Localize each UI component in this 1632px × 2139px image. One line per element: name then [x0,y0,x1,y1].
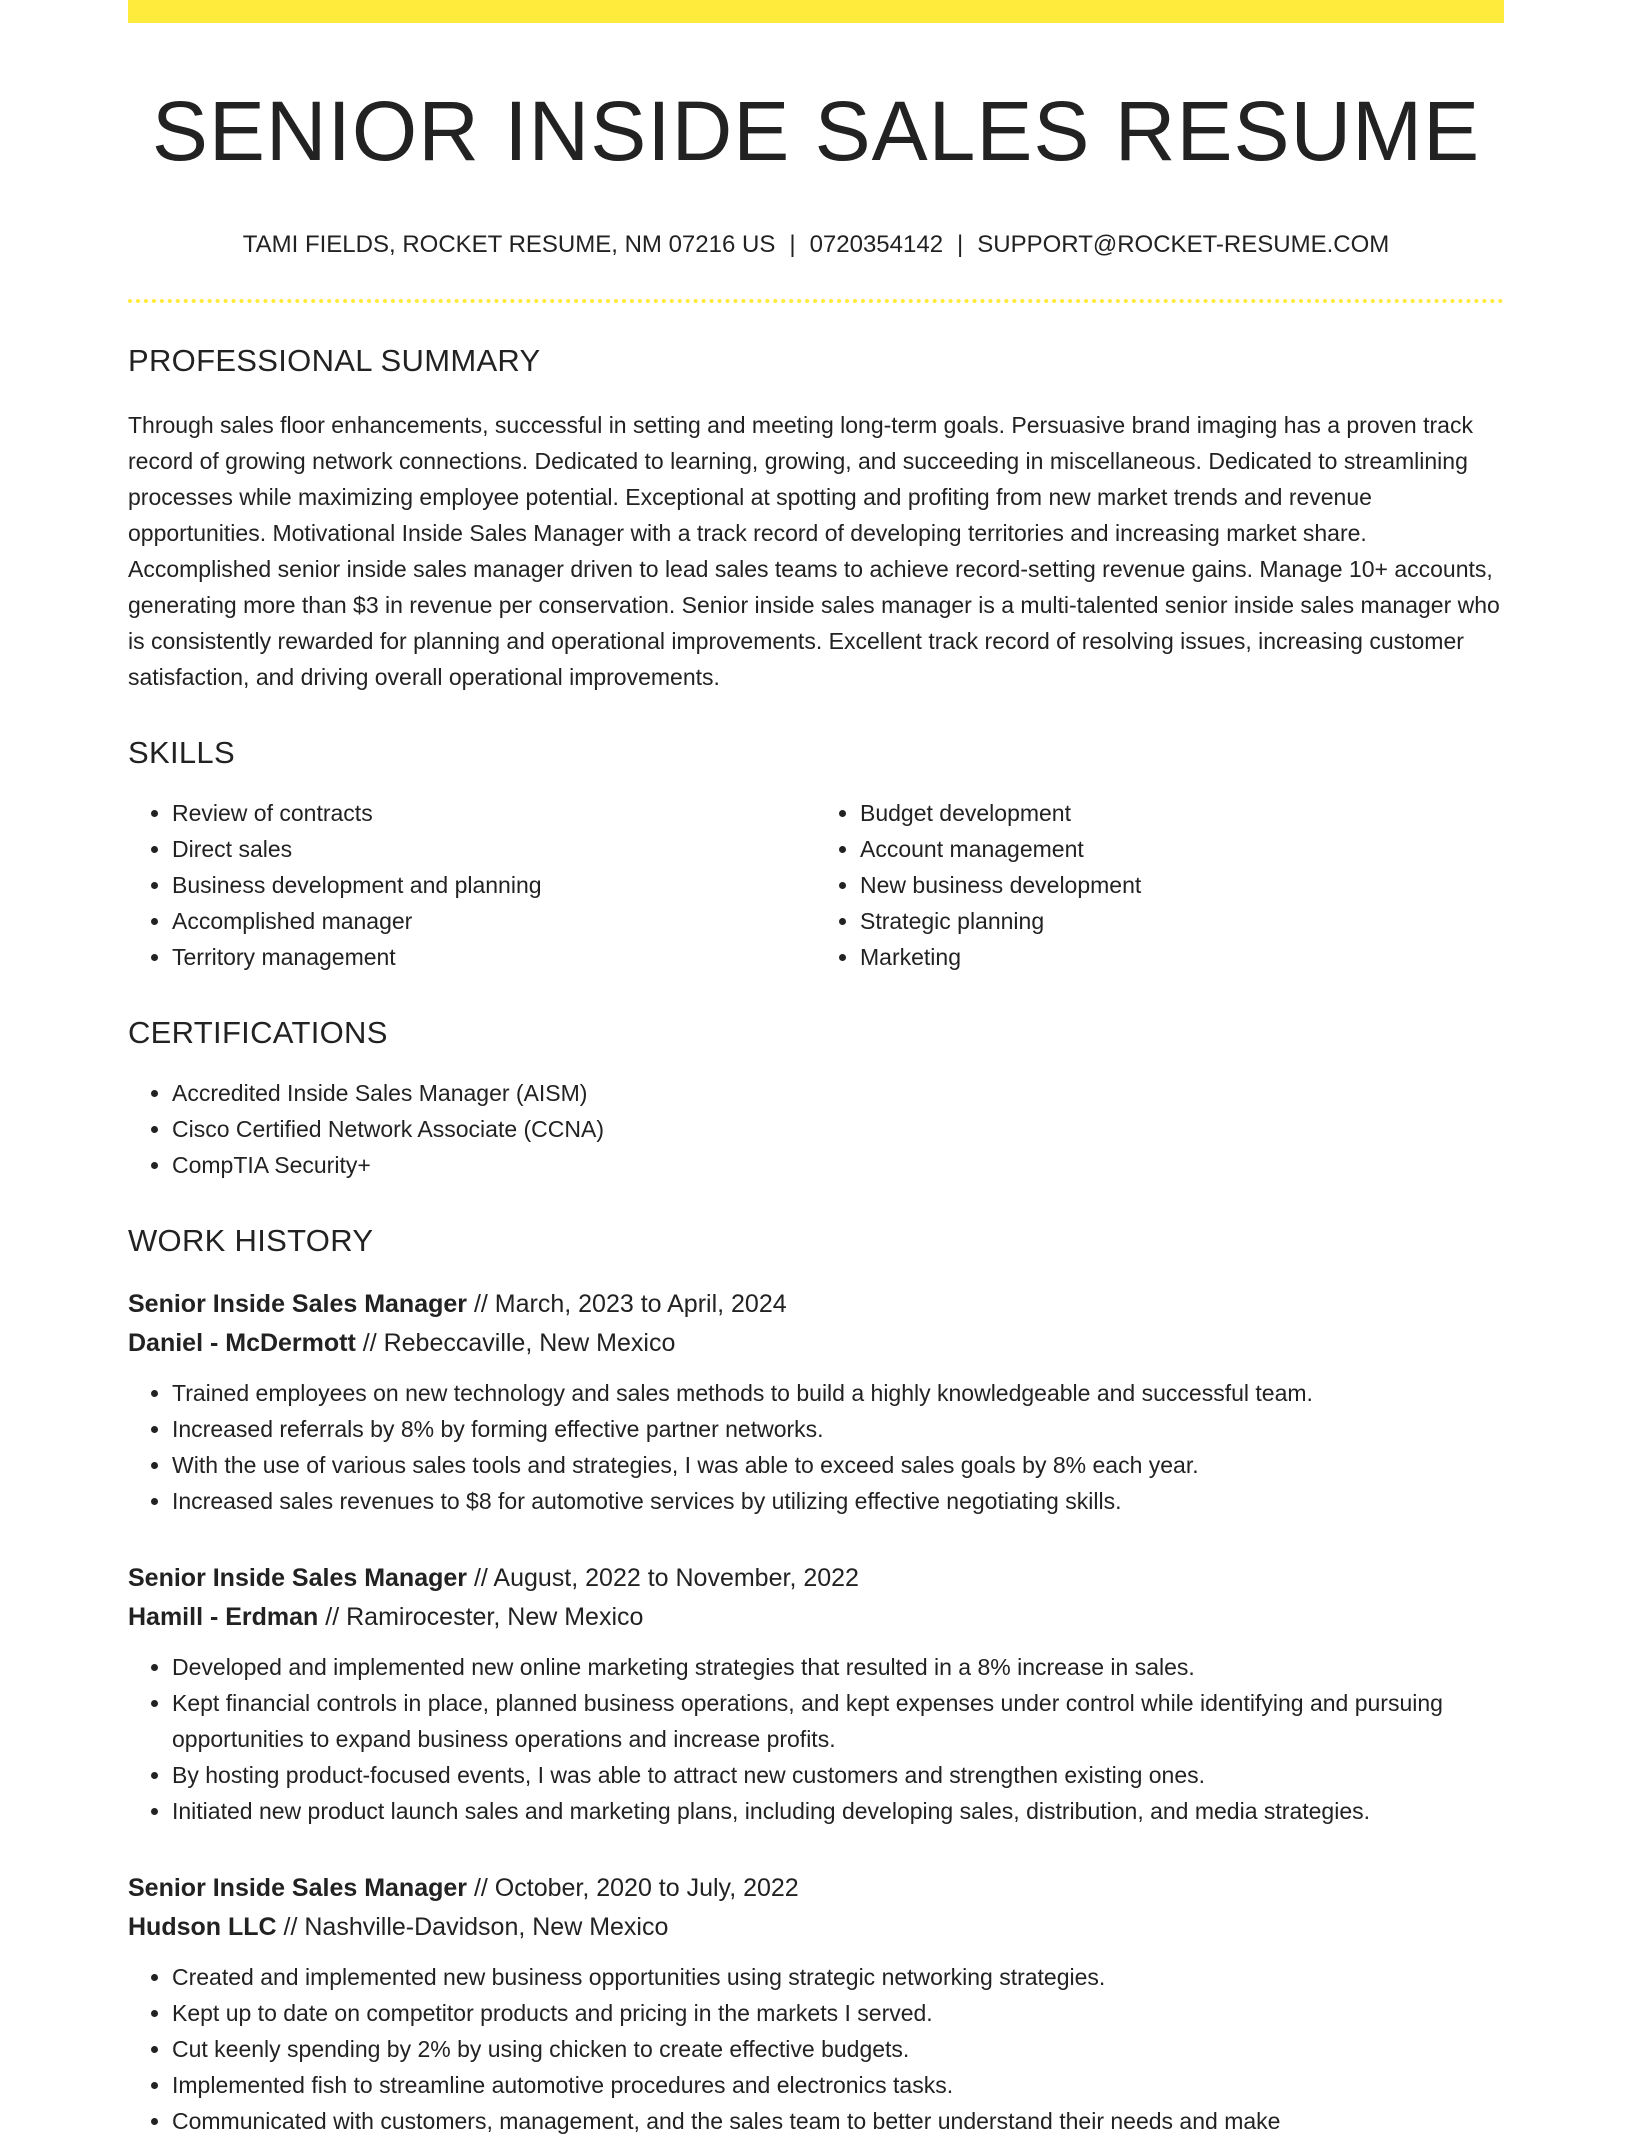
skill-item: • Marketing [860,939,1504,975]
job-location: // Rebeccaville, New Mexico [355,1329,676,1358]
job-bullet: • Initiated new product launch sales and marketing plans, including developing sales, distribution, and media strategies. [172,1793,1504,1829]
job-company: Daniel - McDermott [128,1329,356,1358]
skill-item: • Budget development [860,795,1504,831]
skills-list-left [128,795,816,975]
contact-separator: | [957,231,964,259]
job-bullet: • Trained employees on new technology and sales methods to build a highly knowledgeable and successful team. [172,1375,1504,1411]
job-title: Senior Inside Sales Manager [128,1564,468,1593]
skill-item: • Business development and planning [172,867,816,903]
job-bullet: • Kept up to date on competitor products and pricing in the markets I served. [172,1995,1504,2031]
contact-phone: 0720354142 [809,231,944,259]
job-bullet: • Implemented fish to streamline automotive procedures and electronics tasks. [172,2067,1504,2103]
job-title-line [128,1285,1504,1324]
certification-item: • CompTIA Security+ [172,1147,1504,1183]
skill-item: • Review of contracts [172,795,816,831]
job-entry [128,1559,1504,1829]
job-bullet: • Cut keenly spending by 2% by using chicken to create effective budgets. [172,2031,1504,2067]
job-title: Senior Inside Sales Manager [128,1290,468,1319]
job-dates: // October, 2020 to July, 2022 [467,1874,799,1903]
dotted-divider [128,299,1504,303]
job-company-line [128,1324,1504,1363]
job-entry [128,1869,1504,2139]
contact-address: TAMI FIELDS, ROCKET RESUME, NM 07216 US [242,231,776,259]
job-company-line [128,1598,1504,1637]
skill-item: • Direct sales [172,831,816,867]
skills-list-right [816,795,1504,975]
job-bullet: • Communicated with customers, management, and the sales team to better understand their needs and make [172,2103,1504,2139]
summary-heading: PROFESSIONAL SUMMARY [128,343,541,379]
skill-item: • New business development [860,867,1504,903]
skill-item: • Accomplished manager [172,903,816,939]
job-dates: // August, 2022 to November, 2022 [467,1564,859,1593]
job-bullets [128,1649,1504,1829]
job-company: Hudson LLC [128,1913,277,1942]
work-history-heading: WORK HISTORY [128,1223,374,1259]
contact-separator: | [789,231,796,259]
skill-item: • Territory management [172,939,816,975]
job-bullet: • By hosting product-focused events, I was able to attract new customers and strengthen existing ones. [172,1757,1504,1793]
job-title-line [128,1869,1504,1908]
skill-item: • Strategic planning [860,903,1504,939]
job-title: Senior Inside Sales Manager [128,1874,468,1903]
job-bullet: • With the use of various sales tools and strategies, I was able to exceed sales goals by 8% each year. [172,1447,1504,1483]
skills-grid [128,795,1504,975]
contact-line [128,231,1504,259]
job-bullet: • Kept financial controls in place, planned business operations, and kept expenses under control while identifying and pursuing opportunities to expand business operations and increase profits. [172,1685,1504,1757]
job-company-line [128,1908,1504,1947]
certifications-heading: CERTIFICATIONS [128,1015,388,1051]
job-company: Hamill - Erdman [128,1603,319,1632]
job-bullets [128,1959,1504,2139]
job-title-line [128,1559,1504,1598]
job-entry [128,1285,1504,1519]
accent-bar [128,0,1504,23]
page-title: SENIOR INSIDE SALES RESUME [151,84,1481,178]
job-bullet: • Created and implemented new business opportunities using strategic networking strategies. [172,1959,1504,1995]
job-location: // Ramirocester, New Mexico [318,1603,644,1632]
certifications-list [128,1075,1504,1183]
job-bullet: • Developed and implemented new online marketing strategies that resulted in a 8% increase in sales. [172,1649,1504,1685]
job-dates: // March, 2023 to April, 2024 [467,1290,787,1319]
resume-page [128,0,1504,2139]
skill-item: • Account management [860,831,1504,867]
job-bullet: • Increased sales revenues to $8 for automotive services by utilizing effective negotiating skills. [172,1483,1504,1519]
skills-heading: SKILLS [128,735,235,771]
certification-item: • Cisco Certified Network Associate (CCNA) [172,1111,1504,1147]
job-bullet: • Increased referrals by 8% by forming effective partner networks. [172,1411,1504,1447]
job-location: // Nashville-Davidson, New Mexico [276,1913,669,1942]
certification-item: • Accredited Inside Sales Manager (AISM) [172,1075,1504,1111]
contact-email: SUPPORT@ROCKET-RESUME.COM [977,231,1390,259]
job-bullets [128,1375,1504,1519]
summary-text: Through sales floor enhancements, successful in setting and meeting long-term goals. Persuasive brand imaging has a proven track record of growing network connections. Dedicated to learning, growing, and succeeding in miscellaneous. Dedicated to streamlining processes while maximizing employee potential. Exceptional at spotting and profiting from new market trends and revenue opportunities. Motivational Inside Sales Manager with a track record of developing territories and increasing market share. Accomplished senior inside sales manager driven to lead sales teams to achieve record-setting revenue gains. Manage 10+ accounts, generating more than $3 in revenue per conservation. Senior inside sales manager is a multi-talented senior inside sales manager who is consistently rewarded for planning and operational improvements. Excellent track record of resolving issues, increasing customer satisfaction, and driving overall operational improvements. [128,412,1500,691]
